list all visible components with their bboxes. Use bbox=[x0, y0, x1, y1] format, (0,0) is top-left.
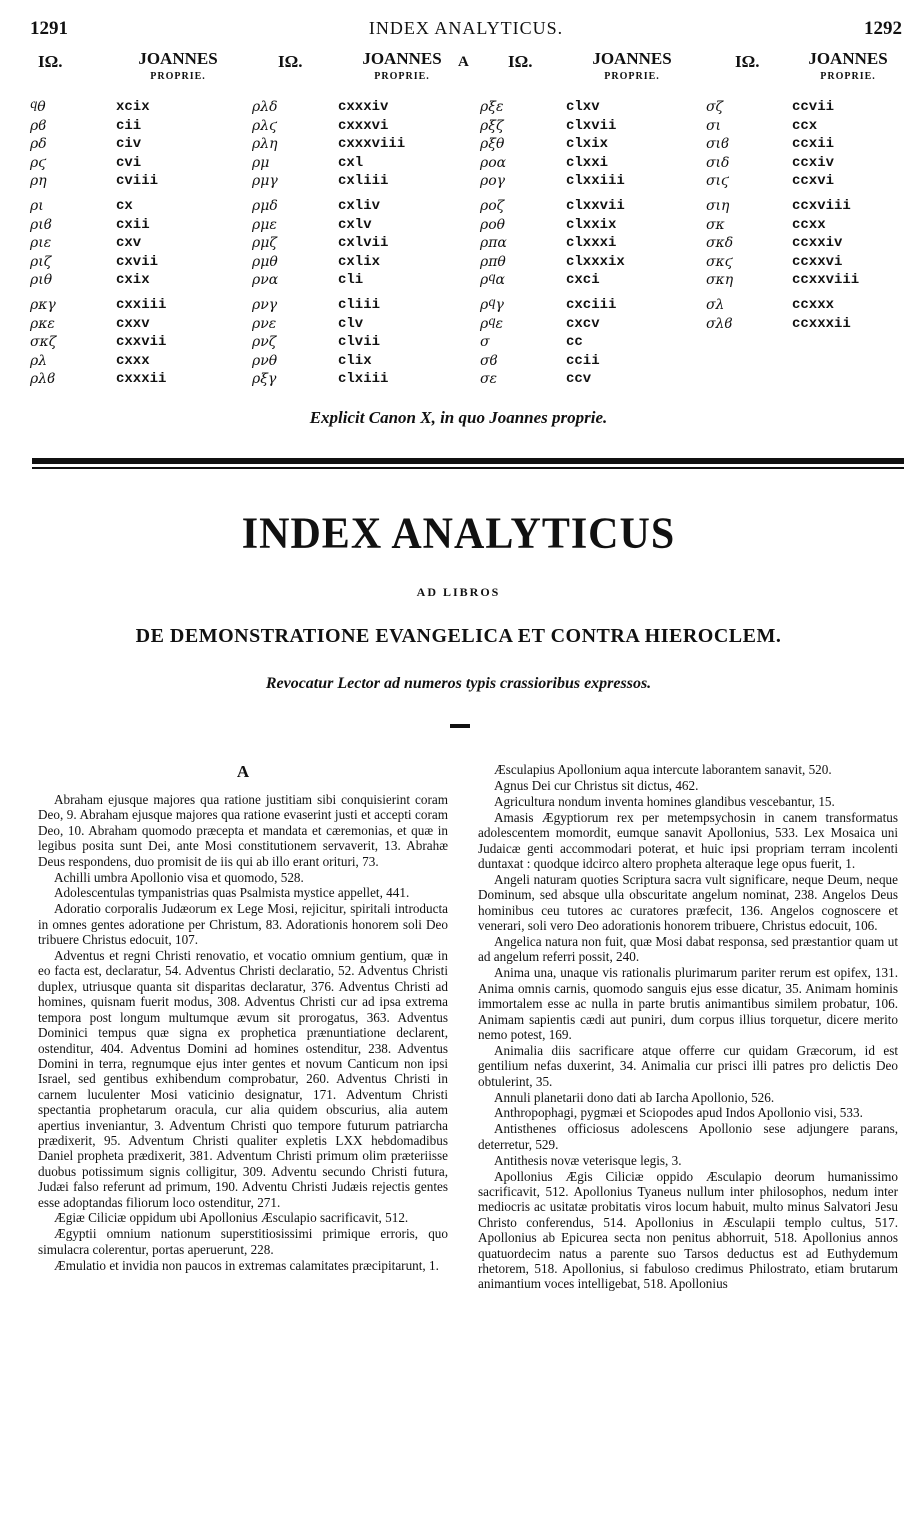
canon-roman-numeral: cxv bbox=[116, 235, 142, 252]
canon-greek-numeral: σλϐ bbox=[706, 315, 733, 332]
index-entry: Adolescentulas tympanistrias quas Psalmista mystice appellet, 441. bbox=[54, 885, 410, 901]
canon-roman-numeral: ccxiv bbox=[792, 154, 835, 171]
canon-greek-numeral: ρη bbox=[30, 173, 47, 190]
canon-greek-numeral: σζ bbox=[706, 99, 724, 115]
canon-roman-numeral: ccxvi bbox=[792, 173, 835, 190]
canon-greek-numeral: σ bbox=[480, 334, 490, 351]
canon-row bbox=[706, 197, 906, 216]
canon-greek-numeral: ρνγ bbox=[252, 296, 278, 313]
canon-roman-numeral: cxliii bbox=[338, 173, 389, 190]
index-entry: Abraham ejusque majores qua ratione justitiam sibi conquisierint coram Deo, 9. Abraham ejusque majores qua ratione evaserint justi et accepti coram Deo, 10. Abraham quomodo præcepta et mandata et cæremonias, et quæ in legibus posita sunt Dei, ante Mosi constitutionem servaverit, 13. Abrahæ Deus respondens, duo promisit de iis qui ab illo erant orituri, 73. bbox=[38, 792, 448, 869]
canon-greek-numeral: σε bbox=[480, 371, 498, 388]
canon-row bbox=[706, 234, 906, 253]
index-entry: Achilli umbra Apollonio visa et quomodo, 528. bbox=[54, 869, 304, 885]
header-name: JOANNES PROPRIE. bbox=[808, 49, 888, 82]
canon-row bbox=[30, 234, 230, 253]
canon-greek-numeral: ρδ bbox=[30, 136, 47, 153]
canon-roman-numeral: cxlvii bbox=[338, 235, 389, 252]
canon-greek-numeral: ϥθ bbox=[30, 99, 46, 115]
canon-row bbox=[252, 271, 452, 290]
canon-row bbox=[30, 216, 230, 235]
canon-greek-numeral: σιϐ bbox=[706, 136, 730, 153]
canon-greek-numeral: ρμζ bbox=[252, 235, 277, 252]
divider-thin bbox=[32, 467, 904, 469]
canon-roman-numeral: clix bbox=[338, 352, 372, 369]
canon-greek-numeral: ρϥγ bbox=[480, 296, 504, 313]
canon-row bbox=[706, 216, 906, 235]
canon-greek-numeral: ρογ bbox=[480, 173, 506, 190]
canon-row bbox=[480, 117, 680, 136]
canon-row bbox=[480, 253, 680, 272]
index-entry: Æsculapius Apollonium aqua intercute laborantem sanavit, 520. bbox=[494, 762, 832, 777]
canon-greek-numeral: ρμ bbox=[252, 154, 270, 171]
canon-roman-numeral: cxxiii bbox=[116, 296, 167, 313]
index-entry: Antisthenes officiosus adolescens Apollonio sese adjungere parans, deterretur, 529. bbox=[478, 1121, 898, 1152]
index-title: INDEX ANALYTICUS bbox=[241, 509, 676, 559]
canon-roman-numeral: clxxxix bbox=[566, 253, 625, 270]
index-entry: Antithesis novæ veterisque legis, 3. bbox=[494, 1152, 682, 1168]
canon-roman-numeral: ccii bbox=[566, 352, 600, 369]
canon-roman-numeral: cc bbox=[566, 334, 583, 351]
canon-row bbox=[706, 117, 906, 136]
header-greek: ΙΩ. bbox=[735, 52, 760, 71]
canon-roman-numeral: clv bbox=[338, 315, 364, 332]
index-entry: Ægiæ Ciliciæ oppidum ubi Apollonius Æsculapio sacrificavit, 512. bbox=[54, 1210, 409, 1226]
canon-greek-numeral: σιϛ bbox=[706, 173, 729, 190]
canon-greek-numeral: ρμε bbox=[252, 216, 277, 233]
canon-greek-numeral: ρλη bbox=[252, 136, 278, 153]
canon-roman-numeral: cliii bbox=[338, 296, 381, 313]
canon-roman-numeral: cxxxviii bbox=[338, 136, 406, 153]
canon-row bbox=[480, 98, 680, 117]
canon-roman-numeral: civ bbox=[116, 136, 142, 153]
index-entry: Ægyptii omnium nationum superstitiosissimi primique erroris, quo simulacra colerentur, portas aperuerunt, 228. bbox=[38, 1226, 448, 1257]
canon-roman-numeral: clxvii bbox=[566, 117, 617, 134]
canon-roman-numeral: cxxxii bbox=[116, 371, 167, 388]
canon-roman-numeral: cx bbox=[116, 197, 133, 214]
index-entry: Annuli planetarii dono dati ab Iarcha Apollonio, 526. bbox=[494, 1089, 775, 1105]
canon-greek-numeral: ρμδ bbox=[252, 197, 278, 214]
canon-row bbox=[480, 216, 680, 235]
canon-greek-numeral: ρνζ bbox=[252, 334, 277, 351]
header-greek: ΙΩ. bbox=[278, 52, 303, 71]
canon-greek-numeral: ρνα bbox=[252, 272, 279, 289]
index-column-right bbox=[478, 762, 898, 1292]
canon-greek-numeral: ρλ bbox=[30, 352, 48, 369]
canon-greek-numeral: σιδ bbox=[706, 154, 730, 171]
canon-row bbox=[30, 117, 230, 136]
canon-row bbox=[480, 135, 680, 154]
canon-roman-numeral: cxci bbox=[566, 272, 600, 289]
canon-greek-numeral: ρϥε bbox=[480, 315, 504, 332]
index-entry: Amasis Ægyptiorum rex per metempsychosin in canem transformatus adolescentem momordit, eumque sanavit Apollonius, 533. Lex Mosaica uni Judaicæ genti accommodari poterat, et huic ipsi propriam terram incolenti duntaxat : quodque idcirco altero propheta alteraque lege opus fuerit, 1. bbox=[478, 809, 898, 871]
canon-roman-numeral: cxxv bbox=[116, 315, 150, 332]
canon-greek-numeral: σκη bbox=[706, 272, 734, 289]
canon-row bbox=[252, 253, 452, 272]
canon-row bbox=[30, 172, 230, 191]
canon-roman-numeral: cxvii bbox=[116, 253, 159, 270]
header-name: JOANNES PROPRIE. bbox=[138, 49, 218, 82]
index-ad-libros: AD LIBROS bbox=[416, 585, 501, 599]
index-note: Revocatur Lector ad numeros typis crassioribus expressos. bbox=[265, 675, 652, 692]
canon-greek-numeral: ρϛ bbox=[30, 154, 47, 171]
canon-row bbox=[252, 234, 452, 253]
canon-roman-numeral: clxv bbox=[566, 99, 600, 115]
index-entry: Agnus Dei cur Christus sit dictus, 462. bbox=[494, 777, 699, 793]
running-head bbox=[30, 18, 902, 42]
canon-row bbox=[480, 197, 680, 216]
canon-row bbox=[252, 370, 452, 389]
canon-row bbox=[706, 172, 906, 191]
canon-greek-numeral: ρλϐ bbox=[30, 371, 56, 388]
canon-roman-numeral: cviii bbox=[116, 173, 159, 190]
index-entry: Adventus et regni Christi renovatio, et vocatio omnium gentium, quæ in eo facta est, declaratur, 54. Adventus Christi declaratio, 52. Adventus Christi duplex, utriusque quanta sit disparitas declaratur, 376. Adventus Christi ad homines, quisnam fuerit modus, 308. Adventus Christi cur ad ipsa extrema tempora post longum multumque ævum sit prorogatus, 363. Adventus Dominici tempus quæ signa ex prophetica prænuntiatione declarent, ostenditur, 404. Adventus Domini ad homines ostenditur, 238. Adventus Domini in terra, regnumque ejus inter gentes et novum Canticum non ipsi Israel, sed gentibus exhibendum comprobatur, 260. Adventus Christi in carnem luculenter Mosi vaticinio designatur, 171. Adventum Christi spectantia prophetarum oracula, cur alia quidem obscurius, alia autem apertius inveniantur, 3. Adventum Christi quo tempore futurum patriarcha prædixerit, 95. Adventum Christi qualiter expletis LXX hebdomadibus Daniel propheta prædixerit, 381. Adventum Christi primum olim præteriisse duobus potissimum signis colligitur, 309. Adventu secundo Christi futura, Judæi falso referunt ad primum, 190. Adventu Christi Judæis rejectis gentes esse adoptandas filiorum loco ostenditur, 271. bbox=[38, 948, 448, 1210]
canon-row bbox=[30, 271, 230, 290]
canon-roman-numeral: clvii bbox=[338, 334, 381, 351]
canon-greek-numeral: ρξθ bbox=[480, 136, 505, 153]
canon-roman-numeral: ccxxviii bbox=[792, 272, 860, 289]
canon-roman-numeral: clxxvii bbox=[566, 197, 625, 214]
canon-roman-numeral: ccxviii bbox=[792, 197, 851, 214]
canon-row bbox=[252, 172, 452, 191]
canon-roman-numeral: ccxxxii bbox=[792, 315, 851, 332]
canon-row bbox=[706, 154, 906, 173]
canon-row bbox=[706, 296, 906, 315]
canon-roman-numeral: ccv bbox=[566, 371, 592, 388]
index-entry: Angeli naturam quoties Scriptura sacra vult significare, neque Deum, neque Dominum, sed absque ulla obscuritate angelum nominat, 238. Angelos Deus hominibus ceu tutores ac curatores præfecit, 136. Angelos cognoscere et venerari, soli vero Deo adorationis honorem tribuere, Christus edocuit, 106. bbox=[478, 871, 898, 934]
canon-roman-numeral: clxxi bbox=[566, 154, 609, 171]
canon-row bbox=[252, 296, 452, 315]
canon-roman-numeral: cxix bbox=[116, 272, 150, 289]
page-number-right: 1292 bbox=[864, 18, 902, 39]
canon-row bbox=[706, 315, 906, 334]
index-entry: Æmulatio et invidia non paucos in extremas calamitates præcipitarunt, 1. bbox=[54, 1257, 439, 1273]
index-entry: Angelica natura non fuit, quæ Mosi dabat responsa, sed præstantior quam ut ad angelum referri possit, 240. bbox=[478, 933, 898, 965]
canon-row bbox=[480, 352, 680, 371]
canon-roman-numeral: cxxx bbox=[116, 352, 150, 369]
canon-greek-numeral: σκζ bbox=[30, 334, 57, 351]
canon-row bbox=[30, 135, 230, 154]
canon-roman-numeral: cxlv bbox=[338, 216, 372, 233]
canon-roman-numeral: clxix bbox=[566, 136, 609, 153]
canon-greek-numeral: ροζ bbox=[480, 197, 505, 214]
canon-roman-numeral: cxliv bbox=[338, 197, 381, 214]
index-entry: Anthropophagi, pygmæi et Sciopodes apud Indos Apollonio visi, 533. bbox=[494, 1105, 863, 1121]
canon-greek-numeral: ριϐ bbox=[30, 216, 52, 233]
canon-greek-numeral: ρνε bbox=[252, 315, 277, 332]
canon-row bbox=[252, 333, 452, 352]
canon-greek-numeral: ρξζ bbox=[480, 117, 504, 134]
canon-column bbox=[252, 98, 452, 389]
index-entry: Apollonius Ægis Ciliciæ oppido Æsculapio deorum humanissimo sacrificavit, 512. Apollonius Tyaneus nullum inter philosophos, nedum inter mediocris ac usitatæ probitatis viros locum habuit, multo minus Salvatori Jesu Christo conferendus, 514. Apollonius in Æsculapii templo cultus, 517. Apollonius ab Epicurea secta non penitus abhorruit, 518. Apollonius annos quatuordecim natus a parente suo Tarsos deductus est ad Euthydemum rhetorem, 518. Apollonius, si fabuloso credimus Philostrato, etiam brutarum animantium voces intelligebat, 518. Apollonius bbox=[478, 1168, 898, 1292]
canon-greek-numeral: σλ bbox=[706, 296, 725, 313]
canon-greek-numeral: σκ bbox=[706, 216, 725, 233]
canon-row bbox=[30, 197, 230, 216]
canon-greek-numeral: ρξγ bbox=[252, 371, 277, 388]
canon-greek-numeral: σι bbox=[706, 117, 722, 134]
canon-greek-numeral: ριθ bbox=[30, 272, 53, 289]
canon-roman-numeral: cxciii bbox=[566, 296, 617, 313]
header-greek: ΙΩ. bbox=[38, 52, 63, 71]
canon-row bbox=[480, 271, 680, 290]
canon-greek-numeral: σιη bbox=[706, 197, 730, 214]
canon-row bbox=[252, 216, 452, 235]
canon-roman-numeral: cxcv bbox=[566, 315, 600, 332]
canon-row bbox=[252, 98, 452, 117]
canon-row bbox=[252, 315, 452, 334]
canon-roman-numeral: clxxxi bbox=[566, 235, 617, 252]
page-number-left: 1291 bbox=[30, 18, 68, 39]
canon-row bbox=[252, 197, 452, 216]
canon-row bbox=[30, 315, 230, 334]
canon-row bbox=[480, 370, 680, 389]
canon-column bbox=[706, 98, 906, 333]
canon-roman-numeral: cxxxiv bbox=[338, 99, 389, 115]
canon-roman-numeral: cxxvii bbox=[116, 334, 167, 351]
canon-greek-numeral: ρξε bbox=[480, 99, 504, 115]
canon-row bbox=[30, 333, 230, 352]
canon-greek-numeral: ρμγ bbox=[252, 173, 278, 190]
index-entry: Agricultura nondum inventa homines glandibus vescebantur, 15. bbox=[494, 793, 835, 809]
canon-row bbox=[30, 352, 230, 371]
canon-roman-numeral: cvi bbox=[116, 154, 142, 171]
index-entry: Anima una, unaque vis rationalis plurimarum pariter rerum est opifex, 131. Anima omnis carnis, quomodo sanguis ejus esse dicatur, 35. Animam hominis immortalem esse ac nulla in parte brutis animantibus similem probatur, 106. Animam sapientis cædi aut puniri, dum corpus illius torquetur, dicere merito nemo potest, 169. bbox=[478, 965, 898, 1042]
canon-greek-numeral: σκϛ bbox=[706, 253, 733, 270]
canon-greek-numeral: ριε bbox=[30, 235, 52, 252]
canon-roman-numeral: clxxix bbox=[566, 216, 617, 233]
canon-row bbox=[706, 253, 906, 272]
canon-greek-numeral: σϐ bbox=[480, 352, 498, 369]
canon-row bbox=[252, 117, 452, 136]
section-letter: A bbox=[236, 762, 250, 781]
canon-greek-numeral: ρκε bbox=[30, 315, 55, 332]
canon-roman-numeral: ccxx bbox=[792, 216, 826, 233]
index-subtitle: DE DEMONSTRATIONE EVANGELICA ET CONTRA HIEROCLEM. bbox=[135, 625, 782, 647]
canon-table-body bbox=[30, 98, 902, 408]
canon-roman-numeral: cxlix bbox=[338, 253, 381, 270]
canon-column bbox=[480, 98, 680, 389]
canon-row bbox=[252, 352, 452, 371]
canon-row bbox=[30, 154, 230, 173]
canon-row bbox=[706, 135, 906, 154]
canon-greek-numeral: ρπθ bbox=[480, 253, 506, 270]
header-name: JOANNES PROPRIE. bbox=[592, 49, 672, 82]
canon-table-header bbox=[30, 48, 902, 92]
canon-greek-numeral: ρπα bbox=[480, 235, 507, 252]
canon-roman-numeral: cxl bbox=[338, 154, 364, 171]
canon-roman-numeral: cxii bbox=[116, 216, 150, 233]
canon-roman-numeral: cli bbox=[338, 272, 364, 289]
canon-row bbox=[480, 172, 680, 191]
canon-greek-numeral: ρκγ bbox=[30, 296, 56, 313]
column-marker: A bbox=[458, 54, 469, 70]
canon-greek-numeral: ρλδ bbox=[252, 99, 278, 115]
canon-greek-numeral: σκδ bbox=[706, 235, 734, 252]
canon-greek-numeral: ρϥα bbox=[480, 272, 505, 289]
index-column-left bbox=[38, 762, 448, 1274]
canon-greek-numeral: ροα bbox=[480, 154, 507, 171]
canon-greek-numeral: ρλϛ bbox=[252, 117, 277, 134]
canon-table bbox=[30, 48, 902, 408]
canon-row bbox=[30, 98, 230, 117]
canon-row bbox=[30, 296, 230, 315]
index-entry: Animalia diis sacrificare atque offerre cur quidam Græcorum, id est gentilium nefas duxerint, 34. Animalia cur prisci illi patres pro delictis Deo obtulerint, 35. bbox=[478, 1042, 898, 1089]
canon-roman-numeral: cxxxvi bbox=[338, 117, 389, 134]
canon-greek-numeral: ρϐ bbox=[30, 117, 47, 134]
canon-greek-numeral: ροθ bbox=[480, 216, 506, 233]
canon-roman-numeral: ccxii bbox=[792, 136, 835, 153]
canon-row bbox=[30, 370, 230, 389]
canon-roman-numeral: ccxxvi bbox=[792, 253, 843, 270]
ornament-dash bbox=[450, 724, 470, 728]
running-title: INDEX ANALYTICUS. bbox=[368, 18, 564, 38]
canon-roman-numeral: ccvii bbox=[792, 99, 835, 115]
canon-row bbox=[706, 98, 906, 117]
canon-roman-numeral: xcix bbox=[116, 99, 150, 115]
canon-row bbox=[252, 154, 452, 173]
canon-row bbox=[252, 135, 452, 154]
canon-column bbox=[30, 98, 230, 389]
canon-greek-numeral: ρι bbox=[30, 197, 44, 214]
canon-greek-numeral: ρμθ bbox=[252, 253, 278, 270]
canon-roman-numeral: ccx bbox=[792, 117, 818, 134]
header-name: JOANNES PROPRIE. bbox=[362, 49, 442, 82]
canon-greek-numeral: ρνθ bbox=[252, 352, 278, 369]
canon-row bbox=[480, 296, 680, 315]
canon-roman-numeral: clxiii bbox=[338, 371, 389, 388]
canon-greek-numeral: ριζ bbox=[30, 253, 52, 270]
canon-roman-numeral: cii bbox=[116, 117, 142, 134]
index-entry: Adoratio corporalis Judæorum ex Lege Mosi, rejicitur, spiritali introducta in omnes gentes adoratione per Christum, 83. Adorationis honorem soli Deo tribuere Christus edocuit, 107. bbox=[38, 901, 448, 948]
canon-explicit: Explicit Canon X, in quo Joannes proprie. bbox=[309, 408, 608, 427]
canon-row bbox=[480, 154, 680, 173]
canon-row bbox=[480, 234, 680, 253]
canon-roman-numeral: clxxiii bbox=[566, 173, 625, 190]
canon-roman-numeral: ccxxx bbox=[792, 296, 835, 313]
canon-row bbox=[480, 315, 680, 334]
canon-row bbox=[706, 271, 906, 290]
header-greek: ΙΩ. bbox=[508, 52, 533, 71]
canon-row bbox=[30, 253, 230, 272]
canon-roman-numeral: ccxxiv bbox=[792, 235, 843, 252]
canon-row bbox=[480, 333, 680, 352]
divider-thick bbox=[32, 458, 904, 464]
